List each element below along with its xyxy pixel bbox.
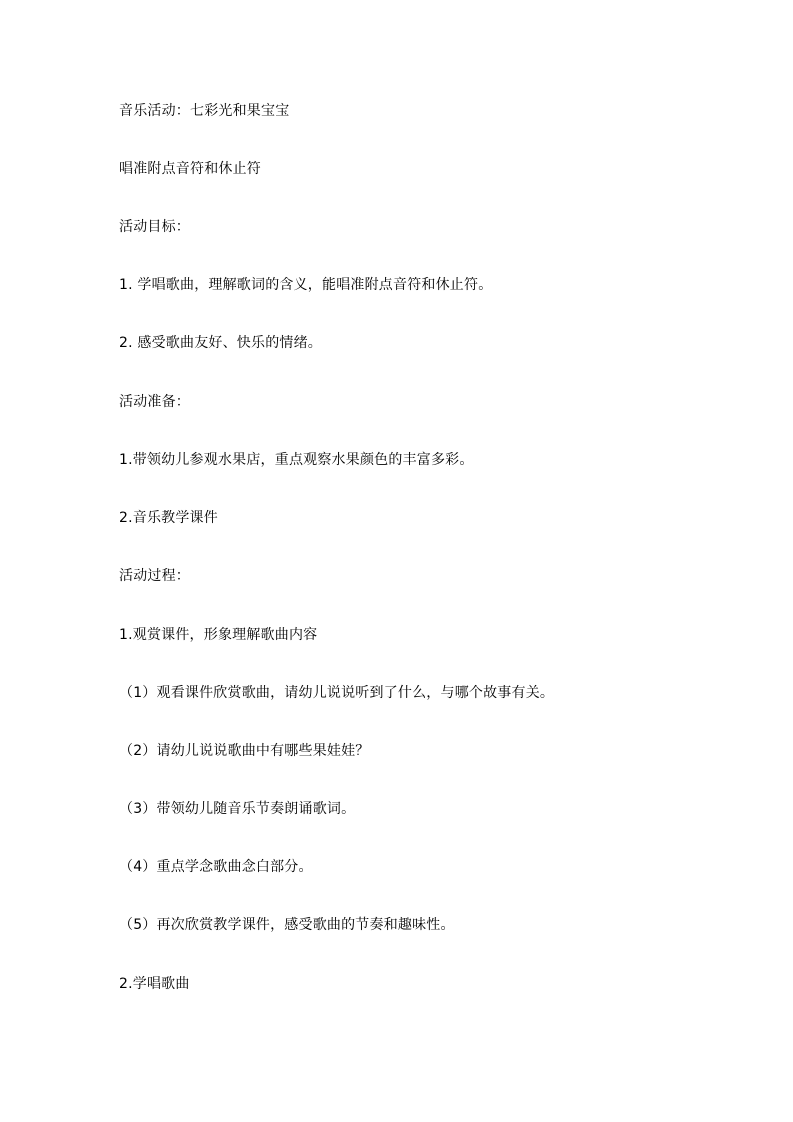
goal-item: 2. 感受歌曲友好、快乐的情绪。 bbox=[119, 335, 323, 351]
prep-heading: 活动准备： bbox=[119, 394, 190, 410]
prep-item: 1.带领幼儿参观水果店，重点观察水果颜色的丰富多彩。 bbox=[119, 452, 474, 468]
process-substep: （2）请幼儿说说歌曲中有哪些果娃娃？ bbox=[119, 743, 370, 759]
process-step: 1.观赏课件，形象理解歌曲内容 bbox=[119, 627, 318, 643]
document-title: 音乐活动：七彩光和果宝宝 bbox=[119, 103, 290, 119]
goal-item: 1. 学唱歌曲，理解歌词的含义，能唱准附点音符和休止符。 bbox=[119, 277, 493, 293]
prep-item: 2.音乐教学课件 bbox=[119, 510, 218, 526]
process-substep: （3）带领幼儿随音乐节奏朗诵歌词。 bbox=[119, 801, 356, 817]
process-substep: （5）再次欣赏教学课件，感受歌曲的节奏和趣味性。 bbox=[119, 917, 455, 933]
process-step: 2.学唱歌曲 bbox=[119, 976, 190, 992]
process-substep: （1）观看课件欣赏歌曲，请幼儿说说听到了什么，与哪个故事有关。 bbox=[119, 685, 555, 701]
process-heading: 活动过程： bbox=[119, 568, 190, 584]
goals-heading: 活动目标： bbox=[119, 219, 190, 235]
activity-focus: 唱准附点音符和休止符 bbox=[119, 161, 261, 177]
process-substep: （4）重点学念歌曲念白部分。 bbox=[119, 859, 313, 875]
